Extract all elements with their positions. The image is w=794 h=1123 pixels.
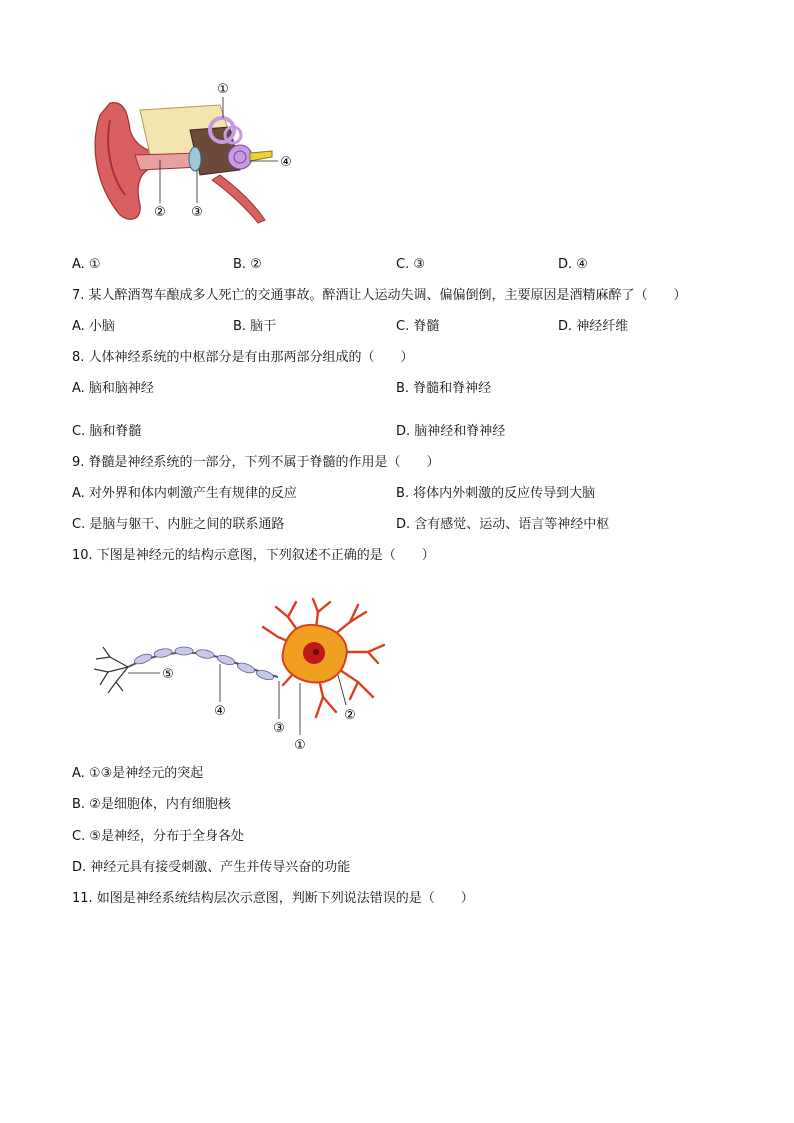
q8-option-d[interactable]: D. 脑神经和脊神经 — [396, 424, 506, 439]
q9-option-a[interactable]: A. 对外界和体内刺激产生有规律的反应 — [72, 486, 297, 501]
q8-option-c[interactable]: C. 脑和脊髓 — [72, 424, 142, 439]
q10-option-d[interactable]: D. 神经元具有接受刺激、产生并传导兴奋的功能 — [72, 860, 351, 875]
q7-stem: 7. 某人醉酒驾车酿成多人死亡的交通事故。醉酒让人运动失调、偏偏倒倒，主要原因是酒精麻醉了（ ） — [72, 288, 687, 303]
neuron-diagram — [88, 597, 388, 757]
q9-option-b[interactable]: B. 将体内外刺激的反应传导到大脑 — [396, 486, 596, 501]
q7-option-a[interactable]: A. 小脑 — [72, 319, 115, 334]
q6-option-c[interactable]: C. ③ — [396, 257, 425, 272]
q10-option-a[interactable]: A. ①③是神经元的突起 — [72, 766, 204, 781]
ear-label-4: ④ — [280, 155, 292, 170]
q10-option-c[interactable]: C. ⑤是神经，分布于全身各处 — [72, 829, 244, 844]
q6-option-b[interactable]: B. ② — [233, 257, 262, 272]
q9-option-c[interactable]: C. 是脑与躯干、内脏之间的联系通路 — [72, 517, 285, 532]
neuron-label-2: ② — [344, 708, 356, 723]
ear-label-3: ③ — [191, 205, 203, 220]
q8-option-b[interactable]: B. 脊髓和脊神经 — [396, 381, 492, 396]
q10-stem: 10. 下图是神经元的结构示意图，下列叙述不正确的是（ ） — [72, 548, 435, 563]
q6-option-a[interactable]: A. ① — [72, 257, 101, 272]
q9-stem: 9. 脊髓是神经系统的一部分，下列不属于脊髓的作用是（ ） — [72, 455, 440, 470]
q8-option-a[interactable]: A. 脑和脑神经 — [72, 381, 154, 396]
q7-option-c[interactable]: C. 脊髓 — [396, 319, 440, 334]
neuron-label-4: ④ — [214, 704, 226, 719]
neuron-label-1: ① — [294, 738, 306, 753]
q7-option-b[interactable]: B. 脑干 — [233, 319, 277, 334]
neuron-label-5: ⑤ — [162, 667, 174, 682]
neuron-label-3: ③ — [273, 721, 285, 736]
q8-stem: 8. 人体神经系统的中枢部分是有由那两部分组成的（ ） — [72, 350, 414, 365]
ear-diagram — [80, 75, 310, 225]
q11-stem: 11. 如图是神经系统结构层次示意图，判断下列说法错误的是（ ） — [72, 891, 474, 906]
q7-option-d[interactable]: D. 神经纤维 — [558, 319, 629, 334]
ear-label-2: ② — [154, 205, 166, 220]
q6-option-d[interactable]: D. ④ — [558, 257, 588, 272]
ear-label-1: ① — [217, 82, 229, 97]
q9-option-d[interactable]: D. 含有感觉、运动、语言等神经中枢 — [396, 517, 610, 532]
q10-option-b[interactable]: B. ②是细胞体，内有细胞核 — [72, 797, 231, 812]
